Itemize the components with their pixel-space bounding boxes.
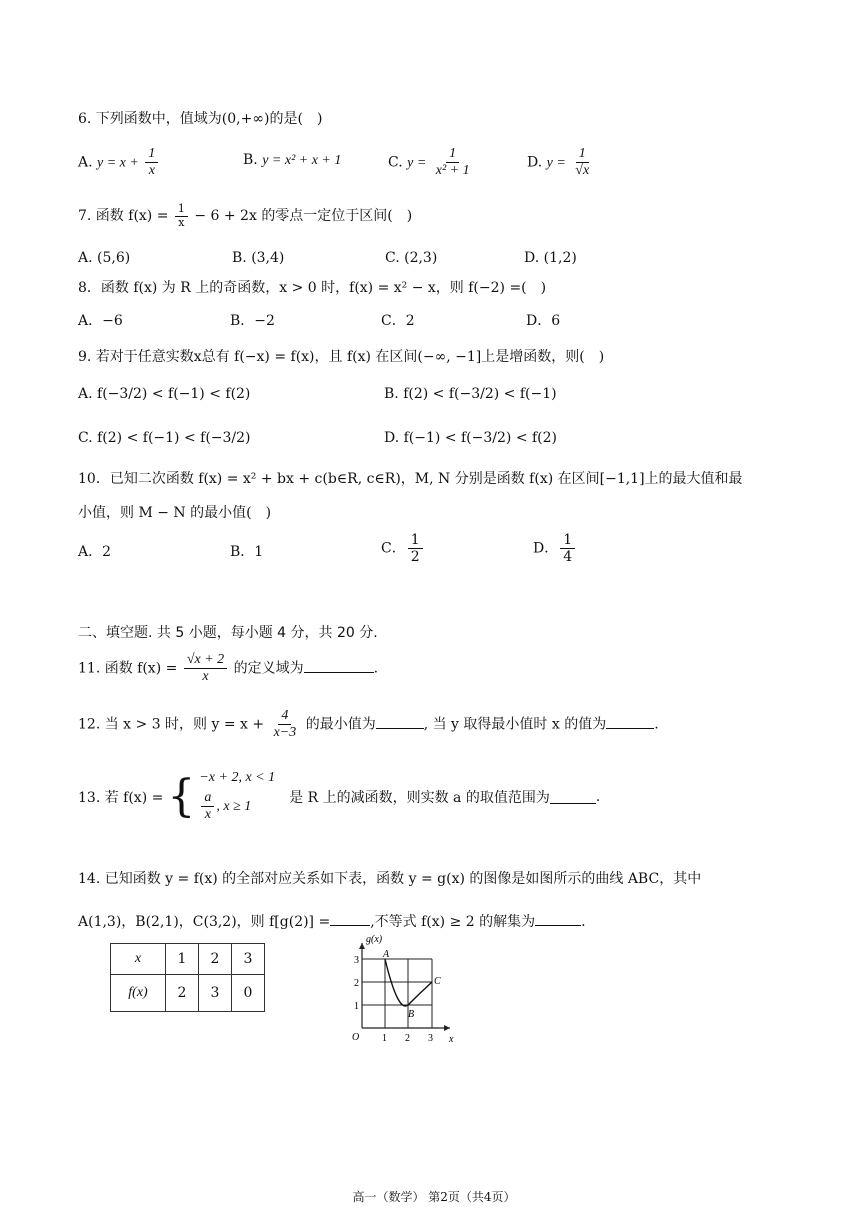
table-cell: 2	[166, 975, 199, 1012]
q10-option-b: B．1	[230, 544, 264, 560]
g-graph	[340, 933, 470, 1045]
y-tick-label: 3	[354, 955, 359, 966]
x-tick-label: 3	[428, 1033, 433, 1044]
q14-line1: 14. 已知函数 y = f(x) 的全部对应关系如下表，函数 y = g(x) 的图像是如图所示的曲线 ABC，其中	[78, 871, 702, 887]
q6-option-c	[388, 146, 475, 179]
q14-answer-blank-1[interactable]	[330, 911, 370, 926]
section-heading: 二、填空题. 共 5 小题，每小题 4 分，共 20 分.	[78, 625, 378, 641]
page-footer: 高一（数学） 第2页（共4页）	[352, 1190, 516, 1204]
graph-x-title: x	[449, 1034, 454, 1045]
q8-option-b: B．−2	[230, 313, 275, 329]
y-tick-label: 2	[354, 978, 359, 989]
q6-d-lhs: y =	[546, 155, 566, 171]
q8-option-c: C．2	[381, 313, 415, 329]
graph-y-title: g(x)	[366, 934, 383, 945]
q7-option-c: C. (2,3)	[385, 250, 438, 266]
q12-answer-blank-2[interactable]	[606, 714, 654, 729]
table-row	[111, 944, 265, 975]
q6-d-label: D.	[527, 154, 543, 171]
table-cell: 2	[199, 944, 232, 975]
graph-grid	[362, 959, 432, 1028]
table-cell: f(x)	[111, 975, 166, 1012]
graph-origin: O	[352, 1032, 360, 1043]
q9-option-d: D. f(−1) < f(−3/2) < f(2)	[384, 430, 558, 446]
q10-stem-line1: 10．已知二次函数 f(x) = x² + bx + c(b∈R, c∈R)，M, N 分别是函数 f(x) 在区间[−1,1]上的最大值和最	[78, 471, 743, 487]
q6-stem: 6. 下列函数中，值域为(0,+∞)的是( )	[78, 111, 323, 127]
q6-option-d	[527, 146, 594, 179]
table-cell: 0	[232, 975, 265, 1012]
q6-a-frac: $\frac{1}{x}$	[145, 146, 158, 179]
x-tick-label: 2	[405, 1033, 410, 1044]
q14-answer-blank-2[interactable]	[535, 911, 581, 926]
q6-d-frac: $\frac{1}{√x}$	[575, 146, 590, 179]
table-row	[111, 975, 265, 1012]
point-b-label: B	[408, 1009, 415, 1020]
q6-option-b	[243, 152, 341, 169]
q8-option-a: A．−6	[78, 313, 123, 329]
q9-option-b: B. f(2) < f(−3/2) < f(−1)	[384, 386, 557, 402]
q10-stem-line2: 小值，则 M − N 的最小值( )	[78, 505, 272, 521]
q9-option-c: C. f(2) < f(−1) < f(−3/2)	[78, 430, 251, 446]
y-axis-arrow	[359, 943, 365, 949]
q10-option-a: A．2	[78, 544, 112, 560]
q7-option-a: A. (5,6)	[78, 250, 131, 266]
table-cell: x	[111, 944, 166, 975]
x-axis-arrow	[444, 1025, 450, 1031]
q13-cases: −x + 2, x < 1 $\frac{a}{x}$ , x ≥ 1	[199, 770, 276, 823]
q11: 11. 函数 f(x) = $\frac{√x + 2}{x}$ 的定义域为 .	[78, 652, 379, 685]
q13-answer-blank[interactable]	[550, 789, 596, 804]
q6-c-frac: $\frac{1}{\text{x² + 1}}$	[435, 146, 470, 179]
q6-a-lhs: y = x +	[97, 155, 139, 171]
q12-answer-blank-1[interactable]	[376, 714, 424, 729]
q11-answer-blank[interactable]	[304, 658, 374, 673]
q8-option-d: D．6	[526, 313, 561, 329]
table-cell: 3	[199, 975, 232, 1012]
q10-option-c: C． $\frac{1}{2}$	[381, 532, 425, 565]
q6-b-expr: y = x² + x + 1	[262, 153, 342, 168]
q7-option-d: D. (1,2)	[524, 250, 577, 266]
q6-c-lhs: y =	[407, 155, 427, 171]
q6-b-label: B.	[243, 152, 258, 168]
table-cell: 3	[232, 944, 265, 975]
point-a-label: A	[383, 949, 390, 960]
q9-option-a: A. f(−3/2) < f(−1) < f(2)	[78, 386, 251, 402]
q6-c-label: C.	[388, 154, 403, 171]
q13-brace: {	[167, 770, 196, 822]
q10-option-d: D． $\frac{1}{4}$	[533, 532, 577, 565]
q14-line2: A(1,3)，B(2,1)，C(3,2)，则 f[g(2)] = ,不等式 f(x) ≥ 2 的解集为 .	[78, 911, 586, 931]
table-cell: 1	[166, 944, 199, 975]
q13: 13. 若 f(x) = { −x + 2, x < 1 $\frac{a}{x}$ , x ≥ 1 是 R 上的减函数，则实数 a 的取值范围为 .	[78, 770, 601, 823]
q6-option-a	[78, 146, 160, 179]
q6-a-label: A.	[78, 154, 93, 171]
q7-stem: 7. 函数 f(x) = $\frac{1}{x}$ − 6 + 2x 的零点一定位于区间( )	[78, 202, 413, 229]
q7-option-b: B. (3,4)	[232, 250, 285, 266]
q12: 12. 当 x > 3 时，则 y = x + $\frac{4}{x-3}$ 的最小值为 , 当 y 取得最小值时 x 的值为 .	[78, 708, 659, 741]
y-tick-label: 1	[354, 1001, 359, 1012]
function-table	[110, 943, 265, 1012]
q8-stem: 8．函数 f(x) 为 R 上的奇函数，x > 0 时，f(x) = x² − x，则 f(−2) =( )	[78, 280, 547, 296]
x-tick-label: 1	[382, 1033, 387, 1044]
q9-stem: 9. 若对于任意实数x总有 f(−x) = f(x)，且 f(x) 在区间(−∞, −1]上是增函数，则( )	[78, 349, 605, 365]
point-c-label: C	[434, 976, 441, 987]
